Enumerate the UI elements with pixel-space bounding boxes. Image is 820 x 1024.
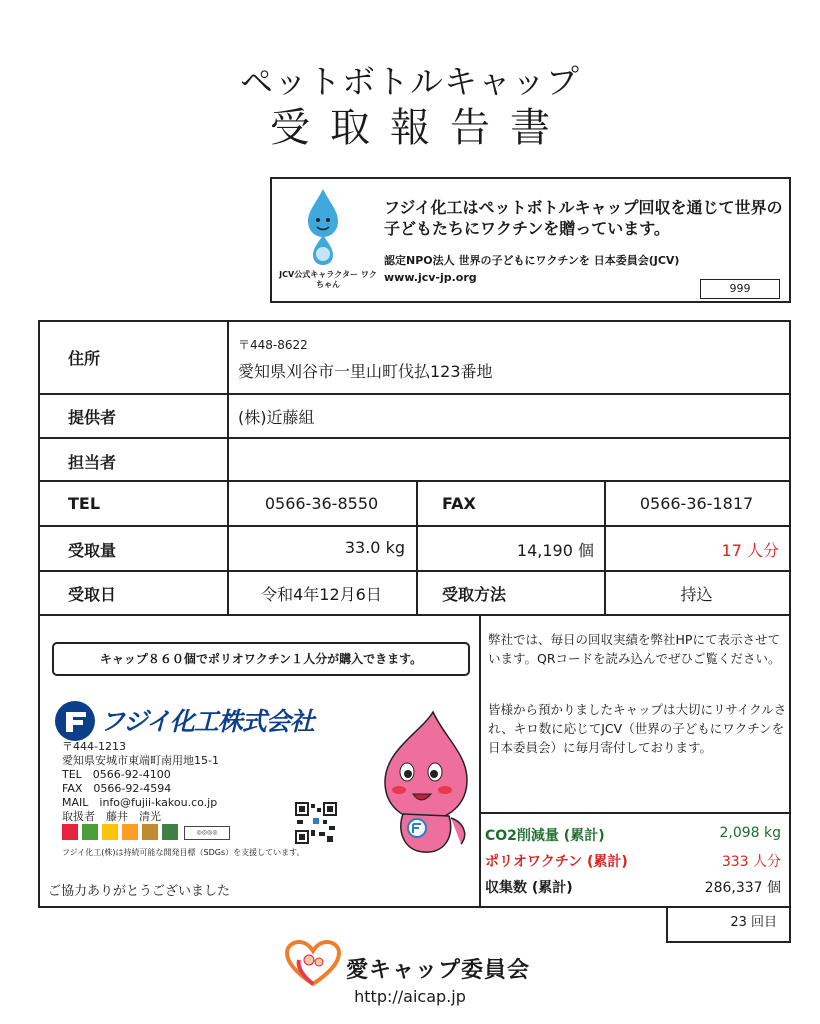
contact-label: 担当者 — [68, 453, 117, 472]
provider-value: (株)近藤組 — [238, 408, 315, 427]
jcv-headline: フジイ化工はペットボトルキャップ回収を通じて世界の子どもたちにワクチンを贈っています。 — [384, 198, 783, 238]
info-paragraph-1: 弊社では、毎日の回収実績を弊社HPにて表示させています。QRコードを読み込んでぜひご覧ください。 — [488, 632, 781, 666]
tel-label: TEL — [68, 494, 101, 513]
company-handler: 取扱者 藤井 清光 — [62, 810, 161, 823]
sdgs-note: フジイ化工(株)は持続可能な開発目標（SDGs）を支援しています。 — [62, 848, 305, 857]
company-tel: TEL 0566-92-4100 — [62, 768, 171, 781]
method-label: 受取方法 — [442, 585, 507, 604]
cap-banner: キャップ８６０個でポリオワクチン１人分が購入できます。 — [52, 642, 470, 676]
fax-value: 0566-36-1817 — [639, 494, 754, 513]
collected-value: 286,337 個 — [704, 880, 781, 896]
provider-label: 提供者 — [68, 408, 117, 427]
footer-org-name: 愛キャップ委員会 — [346, 958, 531, 983]
jcv-mascot-icon — [302, 187, 344, 267]
jcv-box — [270, 177, 791, 303]
title-line1: ペットボトルキャップ — [240, 62, 580, 101]
company-mail[interactable]: MAIL info@fujii-kakou.co.jp — [62, 796, 218, 809]
sdg-icon — [162, 824, 178, 840]
polio-label: ポリオワクチン (累計) — [485, 854, 628, 870]
footer-url[interactable]: http://aicap.jp — [354, 987, 466, 1006]
info-paragraph-2: 皆様から預かりましたキャップは大切にリサイクルされ、キロ数に応じてJCV（世界の子どもにワクチンを 日本委員会）に毎月寄付しております。 — [488, 702, 787, 755]
company-address: 愛知県安城市東端町南用地15-1 — [62, 754, 219, 767]
jcv-org: 認定NPO法人 世界の子どもにワクチンを 日本委員会(JCV) — [384, 254, 680, 267]
fujii-logo-icon — [54, 700, 96, 742]
qr-code-icon[interactable] — [295, 802, 337, 844]
company-fax: FAX 0566-92-4594 — [62, 782, 172, 795]
fax-label: FAX — [442, 494, 476, 513]
aicap-heart-logo-icon — [285, 940, 341, 988]
co2-label: CO2削減量 (累計) — [485, 828, 605, 844]
address-value: 愛知県刈谷市一里山町伐払123番地 — [238, 362, 493, 381]
collected-label: 収集数 (累計) — [485, 880, 573, 896]
sdg-icon — [142, 824, 158, 840]
sdg-icon — [62, 824, 78, 840]
tel-value: 0566-36-8550 — [264, 494, 379, 513]
round-count: 23 回目 — [666, 906, 791, 943]
report-table — [38, 320, 791, 908]
co2-value: 2,098 kg — [719, 825, 781, 841]
sdg-icon — [102, 824, 118, 840]
thanks-message: ご協力ありがとうございました — [48, 884, 231, 899]
company-postal: 〒444-1213 — [62, 740, 126, 753]
method-value: 持込 — [680, 585, 713, 604]
sdg-goals-icon: ◎◎◎◎ — [184, 826, 230, 840]
date-label: 受取日 — [68, 585, 117, 604]
company-name: フジイ化工株式会社 — [100, 707, 314, 736]
weight-value: 33.0 kg — [344, 538, 405, 557]
address-label: 住所 — [68, 349, 101, 368]
sdg-icon — [122, 824, 138, 840]
amount-label: 受取量 — [68, 541, 117, 560]
date-value: 令和4年12月6日 — [261, 585, 382, 604]
company-address-block — [62, 740, 219, 824]
count-value: 14,190 個 — [516, 541, 594, 560]
jcv-url[interactable]: www.jcv-jp.org — [384, 271, 477, 284]
people-value: 17 人分 — [721, 541, 779, 560]
title-line2: 受取報告書 — [270, 105, 570, 151]
sdg-icon — [82, 824, 98, 840]
pink-mascot-icon — [363, 710, 483, 860]
mascot-caption: JCV公式キャラクター ワクちゃん — [279, 270, 377, 289]
jcv-number: 999 — [700, 279, 780, 299]
postal-code: 〒448-8622 — [238, 338, 308, 352]
polio-value: 333 人分 — [721, 854, 781, 870]
